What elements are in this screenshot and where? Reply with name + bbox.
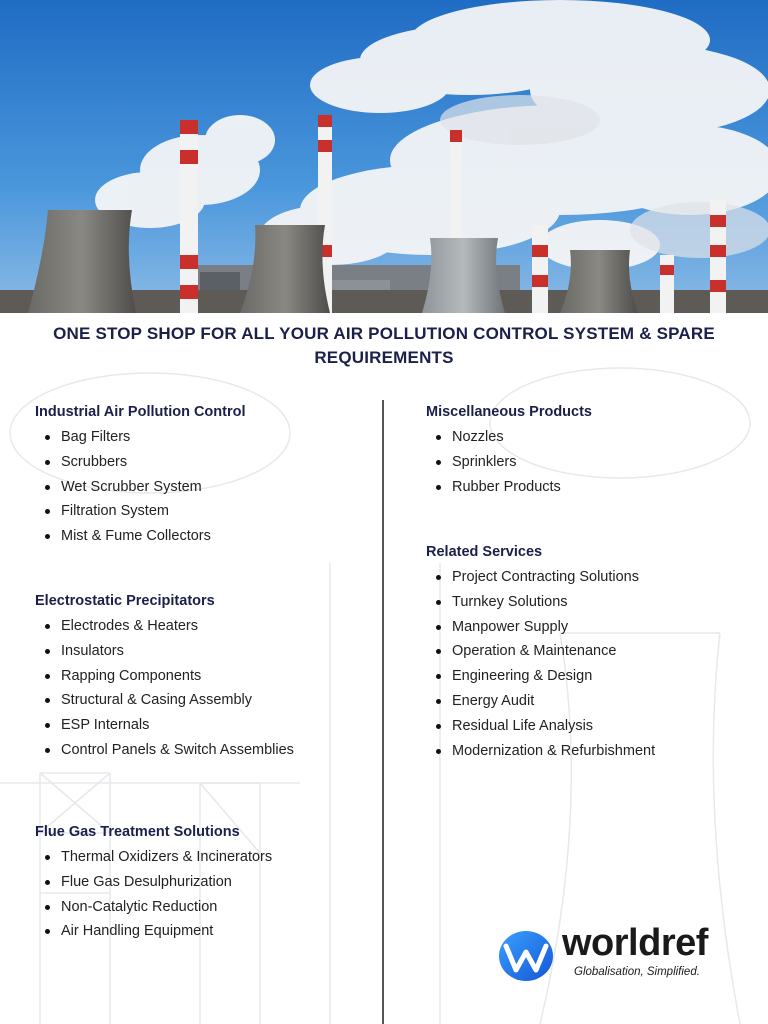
bullet-icon [45,723,50,728]
list-item: Rapping Components [35,664,294,689]
list-item: Turnkey Solutions [426,590,655,615]
list-item: Project Contracting Solutions [426,565,655,590]
section-title: Flue Gas Treatment Solutions [35,824,240,840]
item-list [35,614,294,763]
page-headline: ONE STOP SHOP FOR ALL YOUR AIR POLLUTION CONTROL SYSTEM & SPARE REQUIREMENTS [53,324,715,367]
bullet-icon [45,929,50,934]
bullet-icon [436,575,441,580]
bullet-icon [45,674,50,679]
bullet-icon [436,460,441,465]
bullet-icon [45,460,50,465]
bullet-icon [45,534,50,539]
bullet-icon [45,905,50,910]
list-item: Nozzles [426,425,592,450]
list-item: Sprinklers [426,450,592,475]
bullet-icon [45,509,50,514]
bullet-icon [45,649,50,654]
bullet-icon [436,485,441,490]
hero-image [0,0,768,313]
list-item: Scrubbers [35,450,246,475]
bullet-icon [45,435,50,440]
item-list [35,425,246,549]
section-miscellaneous-products [426,403,592,499]
item-list [426,565,655,763]
bullet-icon [436,674,441,679]
section-related-services [426,543,655,763]
list-item: Structural & Casing Assembly [35,688,294,713]
list-item: Operation & Maintenance [426,639,655,664]
section-title: Miscellaneous Products [426,404,592,420]
bullet-icon [45,698,50,703]
section-industrial-air-pollution-control [35,403,246,549]
column-divider [382,400,384,1024]
section-electrostatic-precipitators [35,592,294,763]
section-title: Industrial Air Pollution Control [35,404,246,420]
logo-tagline: Globalisation, Simplified. [574,966,700,978]
bullet-icon [436,699,441,704]
bullet-icon [436,649,441,654]
list-item: Bag Filters [35,425,246,450]
section-title: Related Services [426,544,543,560]
list-item: Thermal Oxidizers & Incinerators [35,845,272,870]
bullet-icon [45,624,50,629]
logo-wordmark: worldref [562,922,708,964]
list-item: Residual Life Analysis [426,714,655,739]
item-list [35,845,272,944]
worldref-logo-icon [498,930,554,982]
list-item: Non-Catalytic Reduction [35,895,272,920]
bullet-icon [45,485,50,490]
list-item: Engineering & Design [426,664,655,689]
bullet-icon [436,749,441,754]
item-list [426,425,592,499]
list-item: Insulators [35,639,294,664]
bullet-icon [45,748,50,753]
list-item: Wet Scrubber System [35,475,246,500]
list-item: Flue Gas Desulphurization [35,870,272,895]
list-item: ESP Internals [35,713,294,738]
section-flue-gas-treatment [35,823,272,944]
section-title: Electrostatic Precipitators [35,593,215,609]
bullet-icon [436,435,441,440]
bullet-icon [436,600,441,605]
list-item: Electrodes & Heaters [35,614,294,639]
list-item: Control Panels & Switch Assemblies [35,738,294,763]
bullet-icon [45,855,50,860]
bullet-icon [45,880,50,885]
list-item: Modernization & Refurbishment [426,739,655,764]
bullet-icon [436,625,441,630]
list-item: Rubber Products [426,475,592,500]
list-item: Mist & Fume Collectors [35,524,246,549]
list-item: Air Handling Equipment [35,919,272,944]
worldref-logo [498,922,728,984]
bullet-icon [436,724,441,729]
list-item: Energy Audit [426,689,655,714]
list-item: Filtration System [35,499,246,524]
list-item: Manpower Supply [426,615,655,640]
